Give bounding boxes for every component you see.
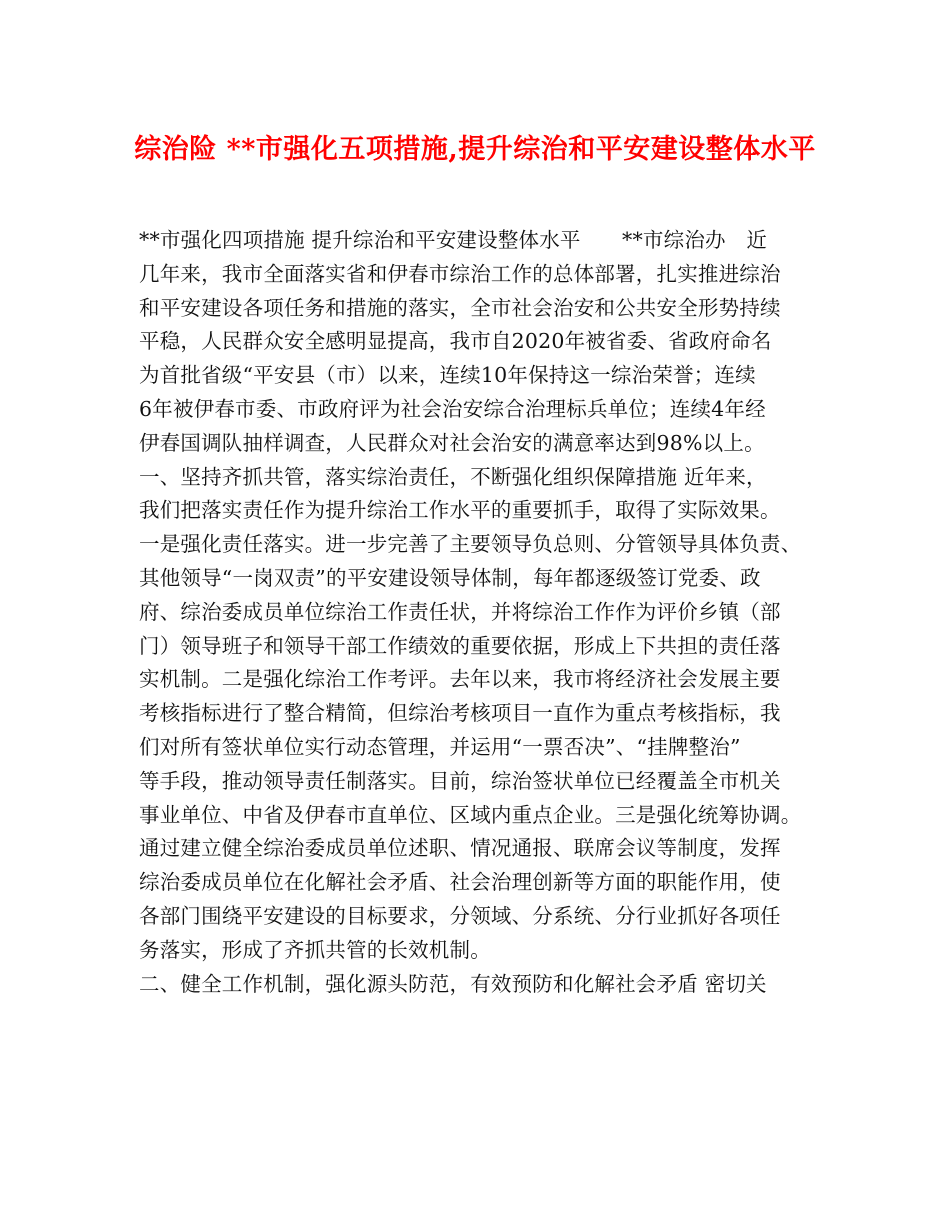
- body-line: 其他领导“一岗双责”的平安建设领导体制，每年都逐级签订党委、政: [139, 565, 761, 590]
- body-line: **市强化四项措施 提升综治和平安建设整体水平 **市综治办 近: [139, 228, 768, 252]
- body-line: 府、综治委成员单位综治工作责任状，并将综治工作作为评价乡镇（部: [139, 599, 781, 624]
- body-line: 各部门围绕平安建设的目标要求，分领域、分系统、分行业抓好各项任: [139, 903, 781, 928]
- body-line: 事业单位、中省及伊春市直单位、区域内重点企业。三是强化统筹协调。: [139, 802, 802, 827]
- body-line: 综治委成员单位在化解社会矛盾、社会治理创新等方面的职能作用，使: [139, 870, 781, 895]
- body-line: 平稳，人民群众安全感明显提高，我市自2020年被省委、省政府命名: [139, 329, 772, 354]
- body-line: 们对所有签状单位实行动态管理，并运用“一票否决”、“挂牌整治”: [139, 734, 741, 759]
- body-line: 伊春国调队抽样调查，人民群众对社会治安的满意率达到98%以上。: [139, 430, 765, 455]
- body-line: 通过建立健全综治委成员单位述职、情况通报、联席会议等制度，发挥: [139, 836, 781, 861]
- body-line: 门）领导班子和领导干部工作绩效的重要依据，形成上下共担的责任落: [139, 633, 781, 658]
- body-line: 实机制。二是强化综治工作考评。去年以来，我市将经济社会发展主要: [139, 667, 781, 692]
- body-line: 一是强化责任落实。进一步完善了主要领导负总则、分管领导具体负责、: [139, 532, 802, 557]
- body-line: 考核指标进行了整合精简，但综治考核项目一直作为重点考核指标，我: [139, 701, 781, 726]
- body-line: 为首批省级“平安县（市）以来，连续10年保持这一综治荣誉；连续: [139, 363, 756, 388]
- body-line: 二、健全工作机制，强化源头防范，有效预防和化解社会矛盾 密切关: [139, 971, 767, 996]
- body-line: 等手段，推动领导责任制落实。目前，综治签状单位已经覆盖全市机关: [139, 768, 781, 793]
- body-line: 一、坚持齐抓共管，落实综治责任，不断强化组织保障措施 近年来，: [139, 464, 767, 489]
- body-line: 6年被伊春市委、市政府评为社会治安综合治理标兵单位；连续4年经: [139, 396, 766, 421]
- document-body: [139, 224, 829, 1001]
- body-line: 几年来，我市全面落实省和伊春市综治工作的总体部署，扎实推进综治: [139, 261, 781, 286]
- body-line: 务落实，形成了齐抓共管的长效机制。: [139, 937, 491, 962]
- body-line: 和平安建设各项任务和措施的落实，全市社会治安和公共安全形势持续: [139, 295, 781, 320]
- document-title: 综治险 **市强化五项措施,提升综治和平安建设整体水平: [134, 134, 816, 165]
- body-line: 我们把落实责任作为提升综治工作水平的重要抓手，取得了实际效果。: [139, 498, 781, 523]
